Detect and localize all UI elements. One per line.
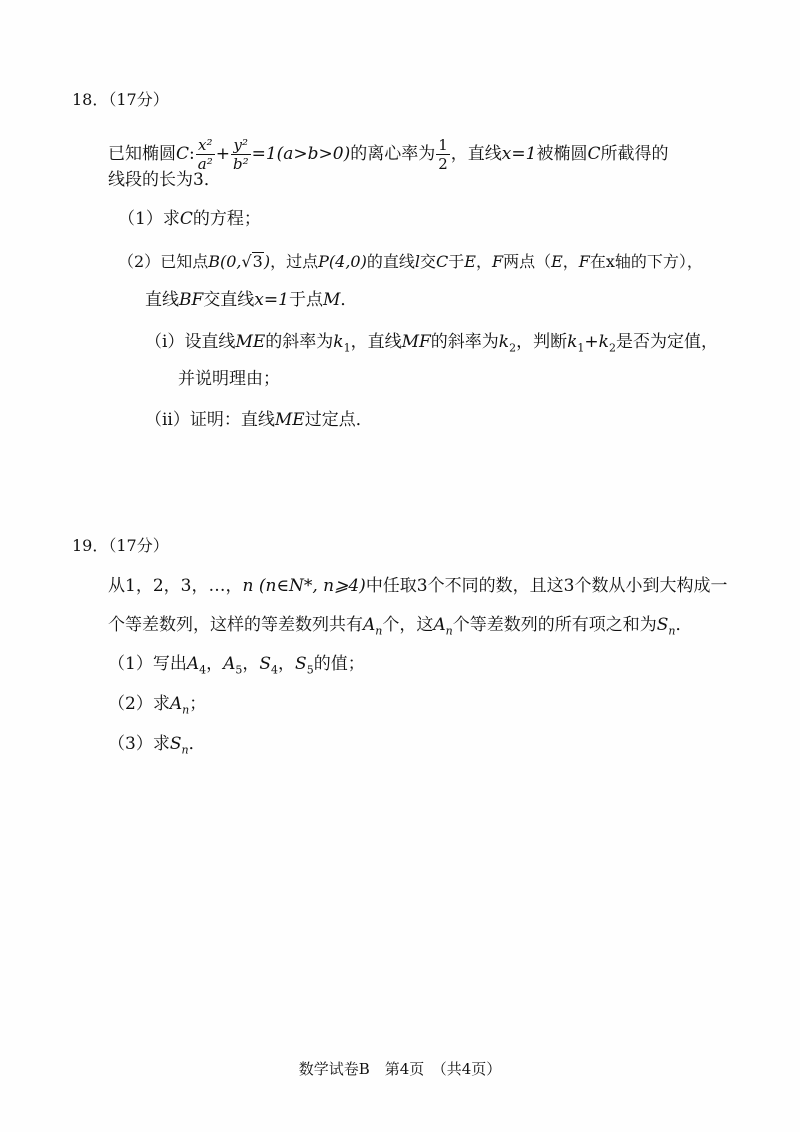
q19-stem-an2: A — [433, 615, 446, 635]
q18-pi-plus: + — [584, 332, 599, 352]
q19-header-text: 19．（17分） — [72, 536, 169, 555]
q18-pi-text-f: 是否为定值， — [615, 332, 718, 352]
q19-stem-n: n — [242, 576, 254, 596]
q19-a5: A — [223, 654, 236, 674]
q19-part2-an-sub: n — [182, 703, 190, 717]
q19-part3-end: ． — [188, 734, 206, 754]
q19-part3-label: （3） — [108, 734, 153, 754]
q19-header — [72, 534, 169, 558]
q18-frac-half-num: 1 — [438, 136, 448, 154]
q18-line-bf: BF — [179, 290, 204, 310]
q19-s5-sub: 5 — [306, 663, 314, 677]
q18-part2-i-label: （i） — [145, 332, 185, 352]
q19-stem-sn: S — [656, 615, 669, 635]
q18-frac-x-den: a² — [197, 155, 213, 173]
q19-part3-text: 求 — [152, 734, 170, 754]
q19-part1-label: （1） — [108, 654, 153, 674]
q18-part2-line2-eq: x=1 — [254, 290, 289, 310]
q18-pi-sum-k1: k — [567, 332, 578, 352]
q19-stem-line1 — [108, 574, 727, 598]
q18-part2-line2 — [145, 288, 357, 312]
q18-part1-c: C — [179, 209, 193, 229]
q18-pii-me: ME — [274, 410, 305, 430]
q19-s4-sub: 4 — [271, 663, 279, 677]
q18-part2-text-d: 交 — [419, 252, 436, 271]
q19-part2 — [108, 692, 206, 722]
q18-part2-line1 — [118, 250, 703, 274]
q19-part2-label: （2） — [108, 694, 153, 714]
q19-stem-line2 — [108, 613, 693, 643]
q19-part1-end: 的值； — [313, 654, 365, 674]
q19-s5: S — [295, 654, 307, 674]
q18-pi-text-e: ，判断 — [516, 332, 568, 352]
q18-frac-half-den: 2 — [438, 155, 448, 173]
q18-part1 — [118, 207, 261, 231]
q18-stem-line2-text: 线段的长为3． — [108, 170, 221, 190]
q18-stem-prefix: 已知椭圆 — [108, 144, 176, 164]
q18-point-b: B(0, — [208, 252, 242, 271]
q18-part2-c: C — [435, 252, 449, 271]
q18-part2-line2-b: 交直线 — [203, 290, 255, 310]
page-footer-text: 数学试卷B 第4页 （共4页） — [298, 1060, 502, 1078]
q18-point-p: P(4,0) — [318, 252, 367, 271]
q18-point-e: E — [464, 252, 476, 271]
q18-pi-sum-k1-sub: 1 — [577, 341, 585, 355]
q19-stem-b: 中任取3个不同的数，且这3个数从小到大构成一 — [365, 576, 728, 596]
q18-part1-text-b: 的方程； — [192, 209, 261, 229]
q18-part2-text-b: ，过点 — [270, 252, 319, 271]
q19-comma3: ， — [278, 654, 296, 674]
q18-header-text: 18．（17分） — [72, 90, 169, 109]
q18-part2-comma2: ， — [562, 252, 579, 271]
q19-part1 — [108, 652, 365, 682]
q18-part2-line2-c: 于点 — [288, 290, 323, 310]
q18-pi-line2-text: 并说明理由； — [178, 369, 280, 389]
q19-part2-end: ； — [189, 694, 207, 714]
q18-point-b-close: ) — [263, 252, 271, 271]
q19-stem-line2-b: 个，这 — [382, 615, 434, 635]
q18-line-eq: x=1 — [501, 144, 537, 164]
q19-part3-sn: S — [169, 734, 182, 754]
q18-part2-ii — [145, 408, 373, 432]
q19-stem-cond: (n∈N*, n⩾4) — [258, 576, 366, 596]
q19-stem-sn-sub: n — [668, 624, 676, 638]
q18-part2-i-line1 — [145, 330, 718, 360]
q18-ellipse-name: C — [176, 144, 190, 164]
q18-stem-tail2: 所截得的 — [600, 144, 669, 164]
q18-sqrt-value: 3 — [252, 252, 263, 271]
q18-header — [72, 88, 169, 112]
sqrt-symbol: √ — [241, 252, 252, 271]
q18-part2-comma: ， — [475, 252, 492, 271]
q18-part2-label: （2） — [118, 252, 161, 271]
q19-part2-an: A — [169, 694, 183, 714]
q18-pi-k1: k — [333, 332, 344, 352]
q18-point-f2: F — [578, 252, 590, 271]
q19-part1-text: 写出 — [152, 654, 187, 674]
q18-part2-text-c: 的直线 — [366, 252, 415, 271]
page-footer — [0, 1058, 800, 1080]
q18-stem-after: ，直线 — [450, 144, 502, 164]
q18-point-m: M — [322, 290, 341, 310]
q19-a4-sub: 4 — [199, 663, 207, 677]
q18-pi-mf: MF — [401, 332, 431, 352]
q19-s4: S — [259, 654, 272, 674]
q18-point-e2: E — [551, 252, 563, 271]
q18-part2-i-line2 — [178, 367, 280, 391]
q18-pi-me: ME — [235, 332, 266, 352]
q18-frac-y-num: y² — [231, 136, 251, 155]
q18-stem-mid: 的离心率为 — [350, 144, 436, 164]
q18-pi-k1-sub: 1 — [343, 341, 351, 355]
q18-pi-text-a: 设直线 — [184, 332, 236, 352]
q18-line-l: l — [414, 252, 420, 271]
q18-pi-k2-sub: 2 — [509, 341, 517, 355]
q19-stem-line2-c: 个等差数列的所有项之和为 — [452, 615, 657, 635]
q18-part2-line2-d: ． — [340, 290, 358, 310]
q18-pi-text-c: ，直线 — [350, 332, 402, 352]
q18-part2-text-g: 在x轴的下方）， — [589, 252, 703, 271]
q18-part1-text-a: 求 — [162, 209, 180, 229]
q18-tail-c: C — [587, 144, 601, 164]
q18-pi-sum-k2-sub: 2 — [608, 341, 616, 355]
q18-part2-text-f: 两点（ — [503, 252, 552, 271]
q18-frac-half — [436, 136, 450, 173]
q19-a4: A — [186, 654, 200, 674]
q19-stem-a: 从1，2，3，…， — [108, 576, 243, 596]
q18-pi-sum-k2: k — [598, 332, 609, 352]
q19-stem-an: A — [363, 615, 376, 635]
q18-eq-rest: =1(a>b>0) — [251, 144, 351, 164]
q18-part2-text-e: 于 — [448, 252, 465, 271]
q18-pii-text-b: 过定点． — [304, 410, 373, 430]
q19-stem-an-sub: n — [375, 624, 383, 638]
q18-part1-label: （1） — [118, 209, 163, 229]
q19-part3 — [108, 732, 206, 762]
q18-point-f: F — [491, 252, 504, 271]
q18-part2-ii-label: （ii） — [145, 410, 190, 430]
q18-part2-line2-a: 直线 — [145, 290, 179, 310]
q18-pi-text-d: 的斜率为 — [430, 332, 499, 352]
q18-pi-k2: k — [498, 332, 510, 352]
q19-stem-line2-d: ． — [675, 615, 693, 635]
q18-frac-y-den: b² — [232, 155, 249, 173]
q18-stem-line1: 已知椭圆C: $\frac{\text{x²}}{\text{a²}}$ + $\frac{\text{y²}}{\text{b²}}$ =1(a>b>0)的离心率为 $\frac{1}{2}$ ，直线x=1被椭圆C所截得的 — [108, 136, 669, 173]
q18-stem-tail: 被椭圆 — [536, 144, 588, 164]
q19-stem-an2-sub: n — [445, 624, 453, 638]
q18-frac-y — [231, 136, 251, 173]
q19-part3-sn-sub: n — [181, 743, 189, 757]
q18-part2-text-a: 已知点 — [160, 252, 209, 271]
q19-comma2: ， — [242, 654, 260, 674]
q19-part2-text: 求 — [152, 694, 170, 714]
q18-frac-x-num: x² — [196, 136, 215, 155]
q18-pi-text-b: 的斜率为 — [265, 332, 334, 352]
q19-a5-sub: 5 — [235, 663, 243, 677]
q18-pii-text-a: 证明：直线 — [189, 410, 275, 430]
q19-stem-line2-a: 个等差数列，这样的等差数列共有 — [108, 615, 363, 635]
q19-comma1: ， — [206, 654, 224, 674]
q18-stem-line2 — [108, 168, 221, 192]
